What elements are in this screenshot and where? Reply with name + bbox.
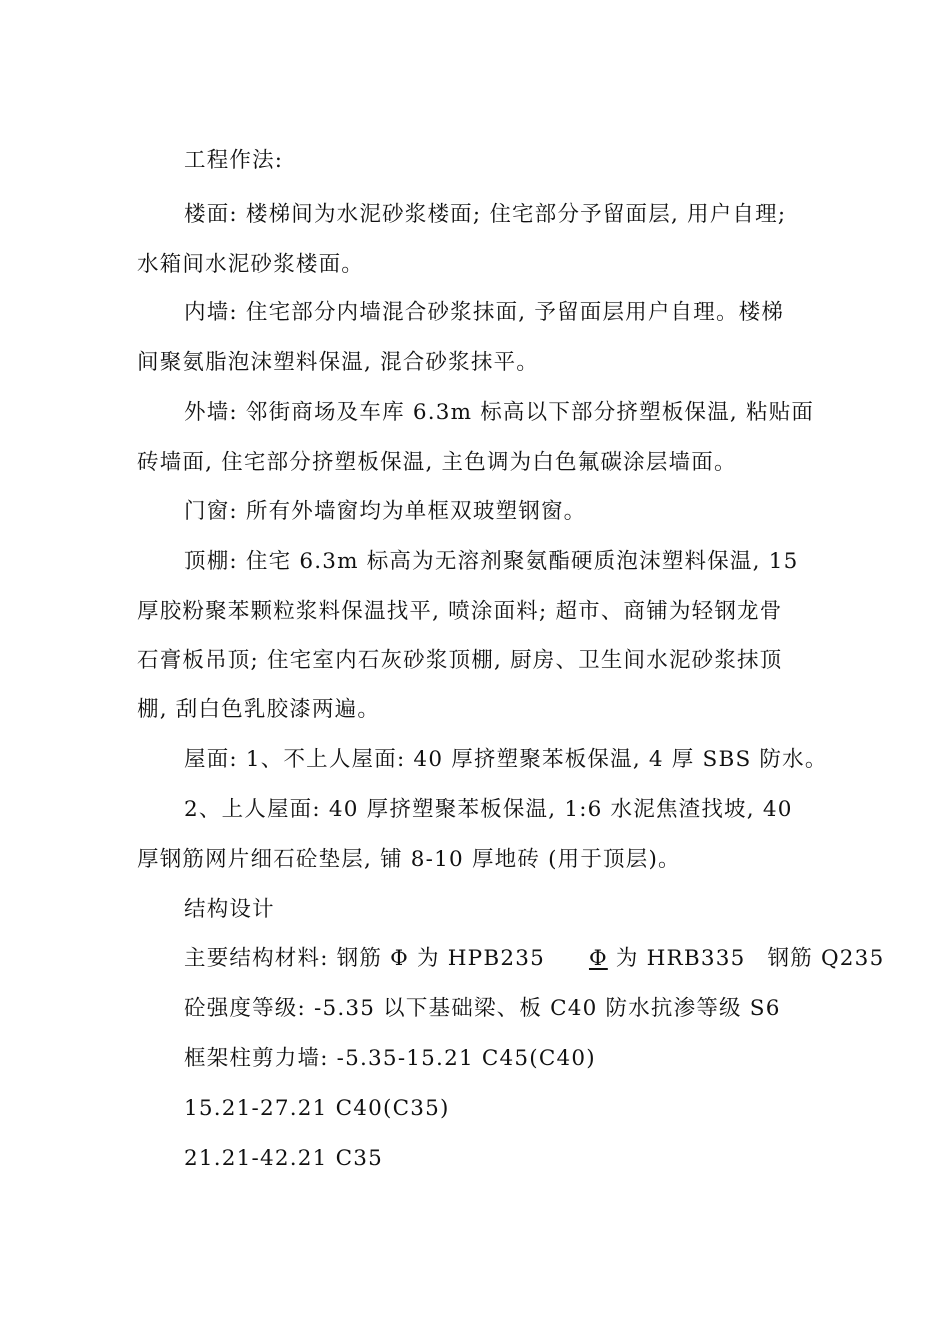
floor-line-2: 水箱间水泥砂浆楼面。 — [137, 252, 365, 277]
roof-line-1: 屋面: 1、不上人屋面: 40 厚挤塑聚苯板保温, 4 厚 SBS 防水。 — [184, 747, 828, 772]
ceiling-line-4: 棚, 刮白色乳胶漆两遍。 — [137, 697, 381, 722]
level-line-2: 15.21-27.21 C40(C35) — [184, 1096, 450, 1121]
ceiling-line-2: 厚胶粉聚苯颗粒浆料保温找平, 喷涂面料; 超市、商铺为轻钢龙骨 — [137, 599, 783, 624]
ceiling-line-3: 石膏板吊顶; 住宅室内石灰砂浆顶棚, 厨房、卫生间水泥砂浆抹顶 — [137, 648, 783, 673]
concrete-grade-line: 砼强度等级: -5.35 以下基础梁、板 C40 防水抗渗等级 S6 — [184, 996, 781, 1021]
outer-wall-line-1: 外墙: 邻街商场及车库 6.3m 标高以下部分挤塑板保温, 粘贴面 — [184, 400, 815, 425]
frame-column-line: 框架柱剪力墙: -5.35-15.21 C45(C40) — [184, 1046, 596, 1071]
level-line-3: 21.21-42.21 C35 — [184, 1146, 384, 1171]
heading-structure: 结构设计 — [184, 897, 275, 922]
roof-line-3: 厚钢筋网片细石砼垫层, 铺 8-10 厚地砖 (用于顶层)。 — [137, 847, 681, 872]
doors-line-1: 门窗: 所有外墙窗均为单框双玻塑钢窗。 — [184, 499, 587, 524]
materials-mid: 为 HRB335 — [607, 946, 746, 971]
roof-line-2: 2、上人屋面: 40 厚挤塑聚苯板保温, 1:6 水泥焦渣找坡, 40 — [184, 797, 793, 822]
outer-wall-line-2: 砖墙面, 住宅部分挤塑板保温, 主色调为白色氟碳涂层墙面。 — [137, 450, 737, 475]
ceiling-line-1: 顶棚: 住宅 6.3m 标高为无溶剂聚氨酯硬质泡沫塑料保温, 15 — [184, 549, 799, 574]
materials-line — [184, 944, 904, 974]
heading-methods: 工程作法: — [184, 148, 284, 173]
materials-prefix: 主要结构材料: 钢筋 Φ 为 HPB235 — [184, 946, 545, 971]
inner-wall-line-1: 内墙: 住宅部分内墙混合砂浆抹面, 予留面层用户自理。楼梯 — [184, 300, 785, 325]
floor-line-1: 楼面: 楼梯间为水泥砂浆楼面; 住宅部分予留面层, 用户自理; — [184, 202, 787, 227]
materials-tail: 钢筋 Q235 — [767, 946, 885, 971]
materials-phi-underlined: Φ — [588, 946, 608, 971]
inner-wall-line-2: 间聚氨脂泡沫塑料保温, 混合砂浆抹平。 — [137, 350, 539, 375]
